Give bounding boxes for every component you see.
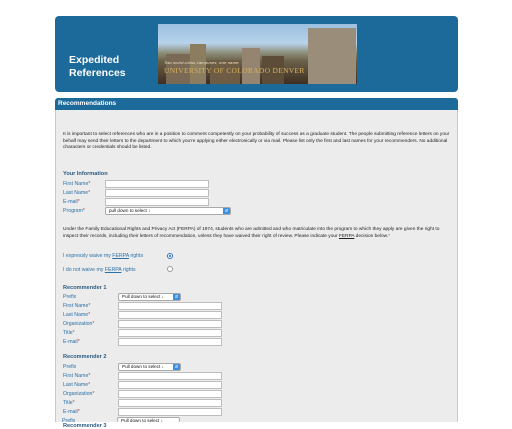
intro-text: It is important to select references who are in a position to comment competently on your probability of success as a graduate student. The people submitting reference letters on your behalf may send their letters to the department to which you're applying either electronically or via mail. Please list only the first and last names for your recommenders. No additional characters or credentials should be listed. <box>63 132 450 151</box>
first-name-input[interactable] <box>105 180 209 188</box>
r1-first-name-label: First Name* <box>63 303 91 309</box>
r1-last-name-input[interactable] <box>118 311 222 319</box>
r3-prefix-label: Prefix <box>62 418 76 424</box>
r2-email-input[interactable] <box>118 408 222 416</box>
r1-first-name-input[interactable] <box>118 302 222 310</box>
r1-organization-input[interactable] <box>118 320 222 328</box>
r1-title-input[interactable] <box>118 329 222 337</box>
form-panel <box>55 110 458 429</box>
program-label: Program* <box>63 208 85 214</box>
r1-email-label: E-mail* <box>63 339 80 345</box>
ferpa-waive-radio[interactable] <box>167 253 173 259</box>
r2-first-name-input[interactable] <box>118 372 222 380</box>
header-banner <box>55 16 458 92</box>
recommender-2-heading: Recommender 2 <box>63 354 107 360</box>
chevron-down-icon: ⇵ <box>224 208 229 213</box>
r2-prefix-select[interactable]: Pull down to select ↓ ⇵ <box>118 363 181 371</box>
ferpa-text: Under the Family Educational Rights and Privacy Act (FERPA) of 1974, students who are admitted and who matriculate into the program to which they apply are given the right to inspect their records, including their letters of recommendation, unless they have waived their right of review. Please indicate your FERPA decision below.* <box>63 227 440 239</box>
r1-prefix-label: Prefix <box>63 294 77 300</box>
r2-title-label: Title* <box>63 400 75 406</box>
r1-last-name-label: Last Name* <box>63 312 91 318</box>
r1-title-label: Title* <box>63 330 75 336</box>
page <box>55 16 458 429</box>
ferpa-nowaive-radio[interactable] <box>167 266 173 272</box>
r2-last-name-label: Last Name* <box>63 382 91 388</box>
r2-last-name-input[interactable] <box>118 381 222 389</box>
recommender-1-heading: Recommender 1 <box>63 285 107 291</box>
r1-prefix-select[interactable]: Pull down to select ↓ ⇵ <box>118 293 181 301</box>
ferpa-link[interactable]: FERPA <box>338 233 355 239</box>
ferpa-waive-label: I expressly waive my FERPA rights <box>63 253 144 259</box>
r2-prefix-label: Prefix <box>63 364 77 370</box>
first-name-label: First Name* <box>63 181 91 187</box>
section-header: Recommendations <box>55 98 458 110</box>
chevron-down-icon: ⇵ <box>174 364 179 369</box>
last-name-input[interactable] <box>105 189 209 197</box>
r2-first-name-label: First Name* <box>63 373 91 379</box>
email-input[interactable] <box>105 198 209 206</box>
r1-organization-label: Organization* <box>63 321 95 327</box>
recommender-3-heading: Recommender 3 <box>63 423 107 429</box>
r2-email-label: E-mail* <box>63 409 80 415</box>
campus-photo <box>158 24 357 84</box>
your-info-heading: Your Information <box>63 171 108 177</box>
program-select[interactable]: pull down to select ↓ ⇵ <box>105 207 231 215</box>
banner-title: Expedited References <box>69 54 126 79</box>
ferpa-nowaive-label: I do not waive my FERPA rights <box>63 267 136 273</box>
r3-prefix-select[interactable]: Pull down to select ↓ <box>117 417 180 422</box>
r1-email-input[interactable] <box>118 338 222 346</box>
r2-organization-input[interactable] <box>118 390 222 398</box>
r2-title-input[interactable] <box>118 399 222 407</box>
photo-tagline: Two world-class campuses, one name. <box>164 60 240 65</box>
r2-organization-label: Organization* <box>63 391 95 397</box>
last-name-label: Last Name* <box>63 190 91 196</box>
chevron-down-icon: ⇵ <box>174 294 179 299</box>
university-logo-text: UNIVERSITY OF COLORADO DENVER <box>164 66 305 75</box>
email-label: E-mail* <box>63 199 80 205</box>
